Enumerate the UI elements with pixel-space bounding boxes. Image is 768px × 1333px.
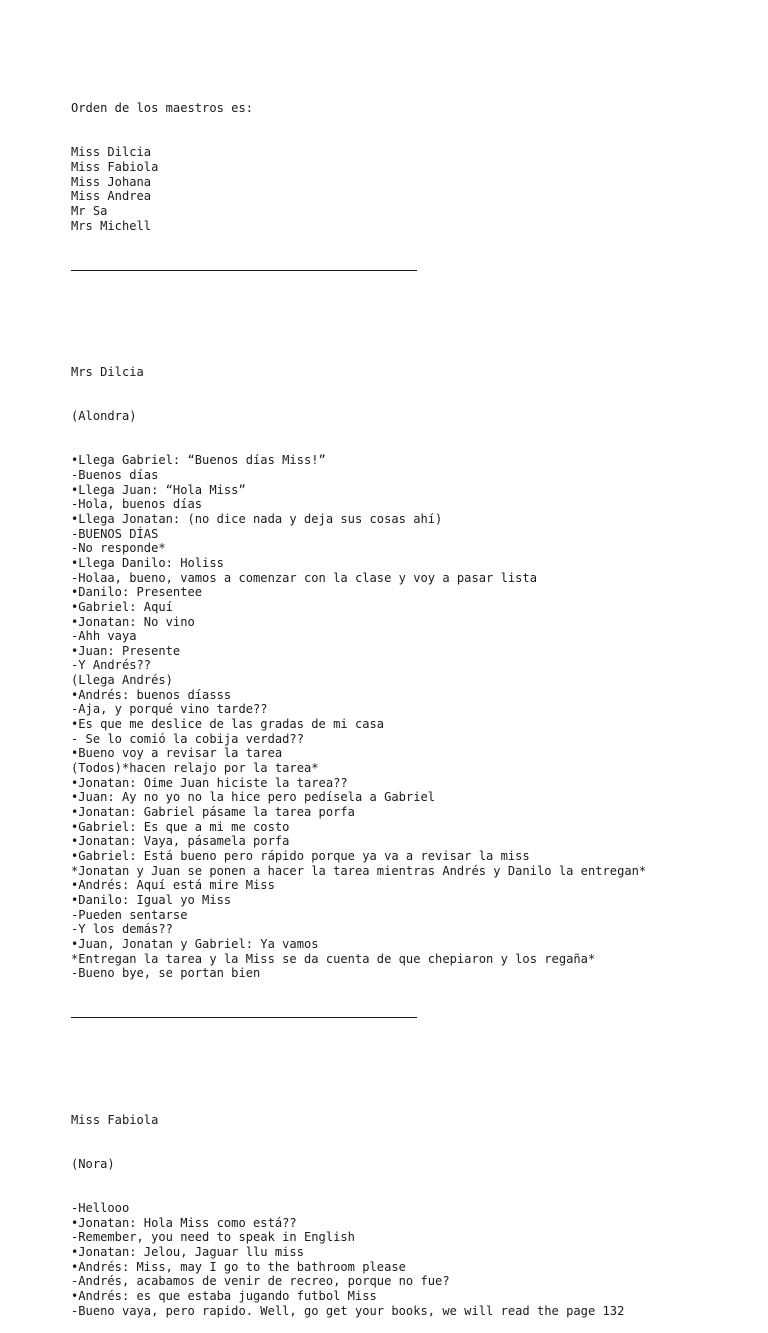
dialogue-line: (Todos)*hacen relajo por la tarea* <box>71 761 319 776</box>
teacher-name: Mr Sa <box>71 203 108 218</box>
teacher-list <box>71 145 751 233</box>
dialogue-line: -Bueno vaya, pero rapido. Well, go get your books, we will read the page 132 <box>71 1303 625 1318</box>
dialogue-line: •Andrés: Aquí está mire Miss <box>71 878 275 893</box>
dialogue-line: •Gabriel: Aquí <box>71 599 173 614</box>
dialogue-line: •Jonatan: Oime Juan hiciste la tarea?? <box>71 775 348 790</box>
teacher-name: Miss Andrea <box>71 189 152 204</box>
dialogue-line: *Jonatan y Juan se ponen a hacer la tarea mientras Andrés y Danilo la entregan* <box>71 863 647 878</box>
dialogue-line: •Jonatan: No vino <box>71 614 195 629</box>
section-title-dilcia: Mrs Dilcia <box>71 365 144 380</box>
dialogue-line: -Holaa, bueno, vamos a comenzar con la clase y voy a pasar lista <box>71 570 537 585</box>
dialogue-line: •Juan: Ay no yo no la hice pero pedísela a Gabriel <box>71 790 436 805</box>
dialogue-line: -Aja, y porqué vino tarde?? <box>71 702 268 717</box>
dialogue-line: •Llega Jonatan: (no dice nada y deja sus cosas ahí) <box>71 511 443 526</box>
teacher-name: Miss Johana <box>71 174 152 189</box>
dialogue-line: •Danilo: Presentee <box>71 585 203 600</box>
section-subtitle-dilcia: (Alondra) <box>71 409 137 424</box>
dialogue-line: -Andrés, acabamos de venir de recreo, porque no fue? <box>71 1274 450 1289</box>
section-divider <box>71 263 751 278</box>
dialogue-line: -Buenos días <box>71 467 159 482</box>
dialogue-line: -Ahh vaya <box>71 629 137 644</box>
dialogue-line: •Danilo: Igual yo Miss <box>71 892 232 907</box>
dialogue-line: •Llega Danilo: Holiss <box>71 555 224 570</box>
dialogue-line: -No responde* <box>71 541 166 556</box>
dialogue-line: •Jonatan: Gabriel pásame la tarea porfa <box>71 805 355 820</box>
dialogue-line: -Bueno bye, se portan bien <box>71 966 261 981</box>
teacher-name: Mrs Michell <box>71 218 152 233</box>
dialogue-line: •Llega Gabriel: “Buenos días Miss!” <box>71 453 326 468</box>
dialogue-line: -Hellooo <box>71 1200 130 1215</box>
dialogue-line: (Llega Andrés) <box>71 673 173 688</box>
dialogue-line: •Jonatan: Jelou, Jaguar llu miss <box>71 1244 304 1259</box>
dialogue-line: •Es que me deslice de las gradas de mi casa <box>71 717 385 732</box>
teacher-name: Miss Dilcia <box>71 145 152 160</box>
blank-line <box>71 1054 751 1069</box>
dialogue-fabiola <box>71 1201 751 1318</box>
document-page <box>71 72 751 1333</box>
teacher-name: Miss Fabiola <box>71 160 159 174</box>
section-title-fabiola: Miss Fabiola <box>71 1112 159 1127</box>
dialogue-line: •Juan: Presente <box>71 643 181 658</box>
dialogue-line: •Llega Juan: “Hola Miss” <box>71 482 246 497</box>
dialogue-line: •Bueno voy a revisar la tarea <box>71 746 283 761</box>
dialogue-line: •Andrés: buenos díasss <box>71 687 232 702</box>
dialogue-line: •Jonatan: Hola Miss como está?? <box>71 1215 297 1230</box>
dialogue-line: *Entregan la tarea y la Miss se da cuenta de que chepiaron y los regaña* <box>71 951 596 966</box>
teacher-order-heading: Orden de los maestros es: <box>71 101 254 116</box>
dialogue-line: -BUENOS DÍAS <box>71 526 159 541</box>
blank-line <box>71 307 751 322</box>
dialogue-line: •Gabriel: Está bueno pero rápido porque ya va a revisar la miss <box>71 849 530 864</box>
dialogue-line: -Pueden sentarse <box>71 907 188 922</box>
dialogue-line: -Y Andrés?? <box>71 658 152 673</box>
dialogue-line: •Juan, Jonatan y Gabriel: Ya vamos <box>71 936 319 951</box>
section-divider <box>71 1010 751 1025</box>
dialogue-line: - Se lo comió la cobija verdad?? <box>71 731 304 746</box>
dialogue-line: •Andrés: Miss, may I go to the bathroom please <box>71 1259 406 1274</box>
section-subtitle-fabiola: (Nora) <box>71 1156 115 1171</box>
dialogue-dilcia <box>71 453 751 981</box>
dialogue-line: -Remember, you need to speak in English <box>71 1230 355 1245</box>
dialogue-line: -Hola, buenos días <box>71 497 203 512</box>
dialogue-line: -Y los demás?? <box>71 922 173 937</box>
dialogue-line: •Andrés: es que estaba jugando futbol Miss <box>71 1288 377 1303</box>
dialogue-line: •Jonatan: Vaya, pásamela porfa <box>71 834 290 849</box>
dialogue-line: •Gabriel: Es que a mi me costo <box>71 819 290 834</box>
